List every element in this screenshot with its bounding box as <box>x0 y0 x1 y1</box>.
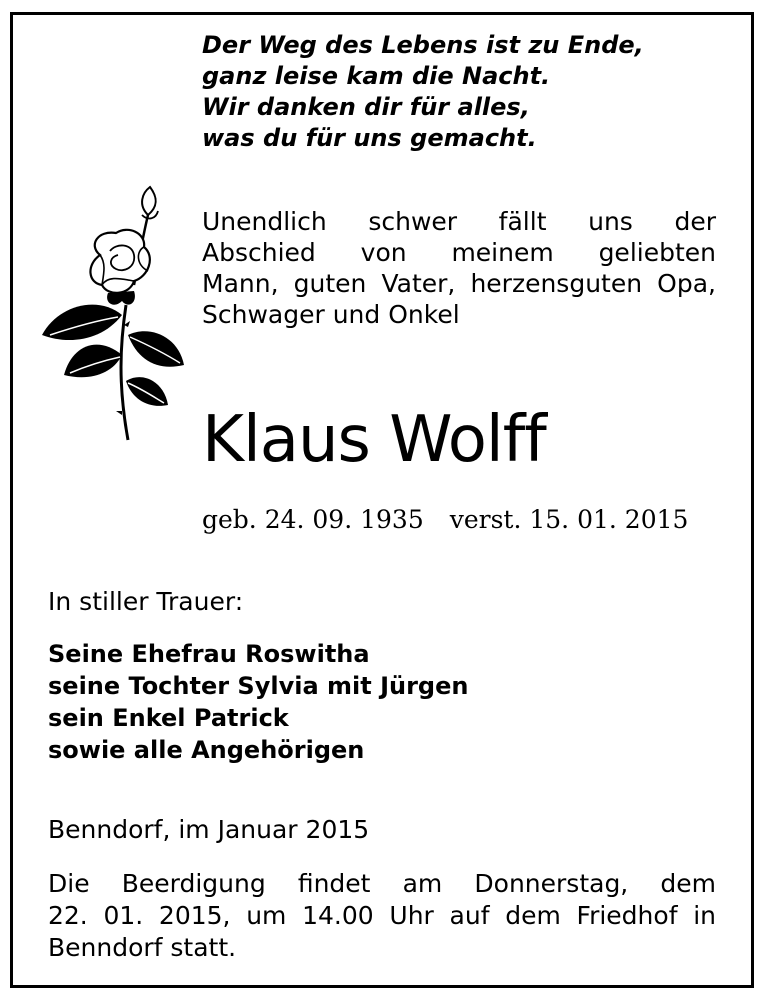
family-member: seine Tochter Sylvia mit Jürgen <box>48 672 469 700</box>
poem-line: Der Weg des Lebens ist zu Ende, <box>202 31 644 59</box>
mourning-heading: In stiller Trauer: <box>48 587 244 616</box>
family-list <box>48 638 468 766</box>
poem <box>202 30 742 154</box>
poem-line: Wir danken dir für alles, <box>202 93 530 121</box>
intro-line: Mann, guten Vater, herzensguten Opa, <box>202 269 716 298</box>
life-dates <box>202 503 722 537</box>
intro-line: Schwager und Onkel <box>202 300 460 329</box>
burial-info <box>48 868 716 964</box>
family-member: Seine Ehefrau Roswitha <box>48 640 370 668</box>
family-member: sowie alle Angehörigen <box>48 736 365 764</box>
intro-line: Abschied von meinem geliebten <box>202 238 716 267</box>
poem-line: ganz leise kam die Nacht. <box>202 62 551 90</box>
death-date: verst. 15. 01. 2015 <box>449 505 689 534</box>
deceased-name: Klaus Wolff <box>202 403 546 477</box>
family-member: sein Enkel Patrick <box>48 704 289 732</box>
burial-line: 22. 01. 2015, um 14.00 Uhr auf dem Friedhof in <box>48 901 716 930</box>
place-date: Benndorf, im Januar 2015 <box>48 815 370 844</box>
intro-line: Unendlich schwer fällt uns der <box>202 207 716 236</box>
birth-date: geb. 24. 09. 1935 <box>202 505 424 534</box>
burial-line: Benndorf statt. <box>48 933 237 962</box>
intro-text <box>202 206 716 330</box>
poem-line: was du für uns gemacht. <box>202 124 537 152</box>
burial-line: Die Beerdigung findet am Donnerstag, dem <box>48 869 716 898</box>
rose-icon <box>38 185 188 445</box>
